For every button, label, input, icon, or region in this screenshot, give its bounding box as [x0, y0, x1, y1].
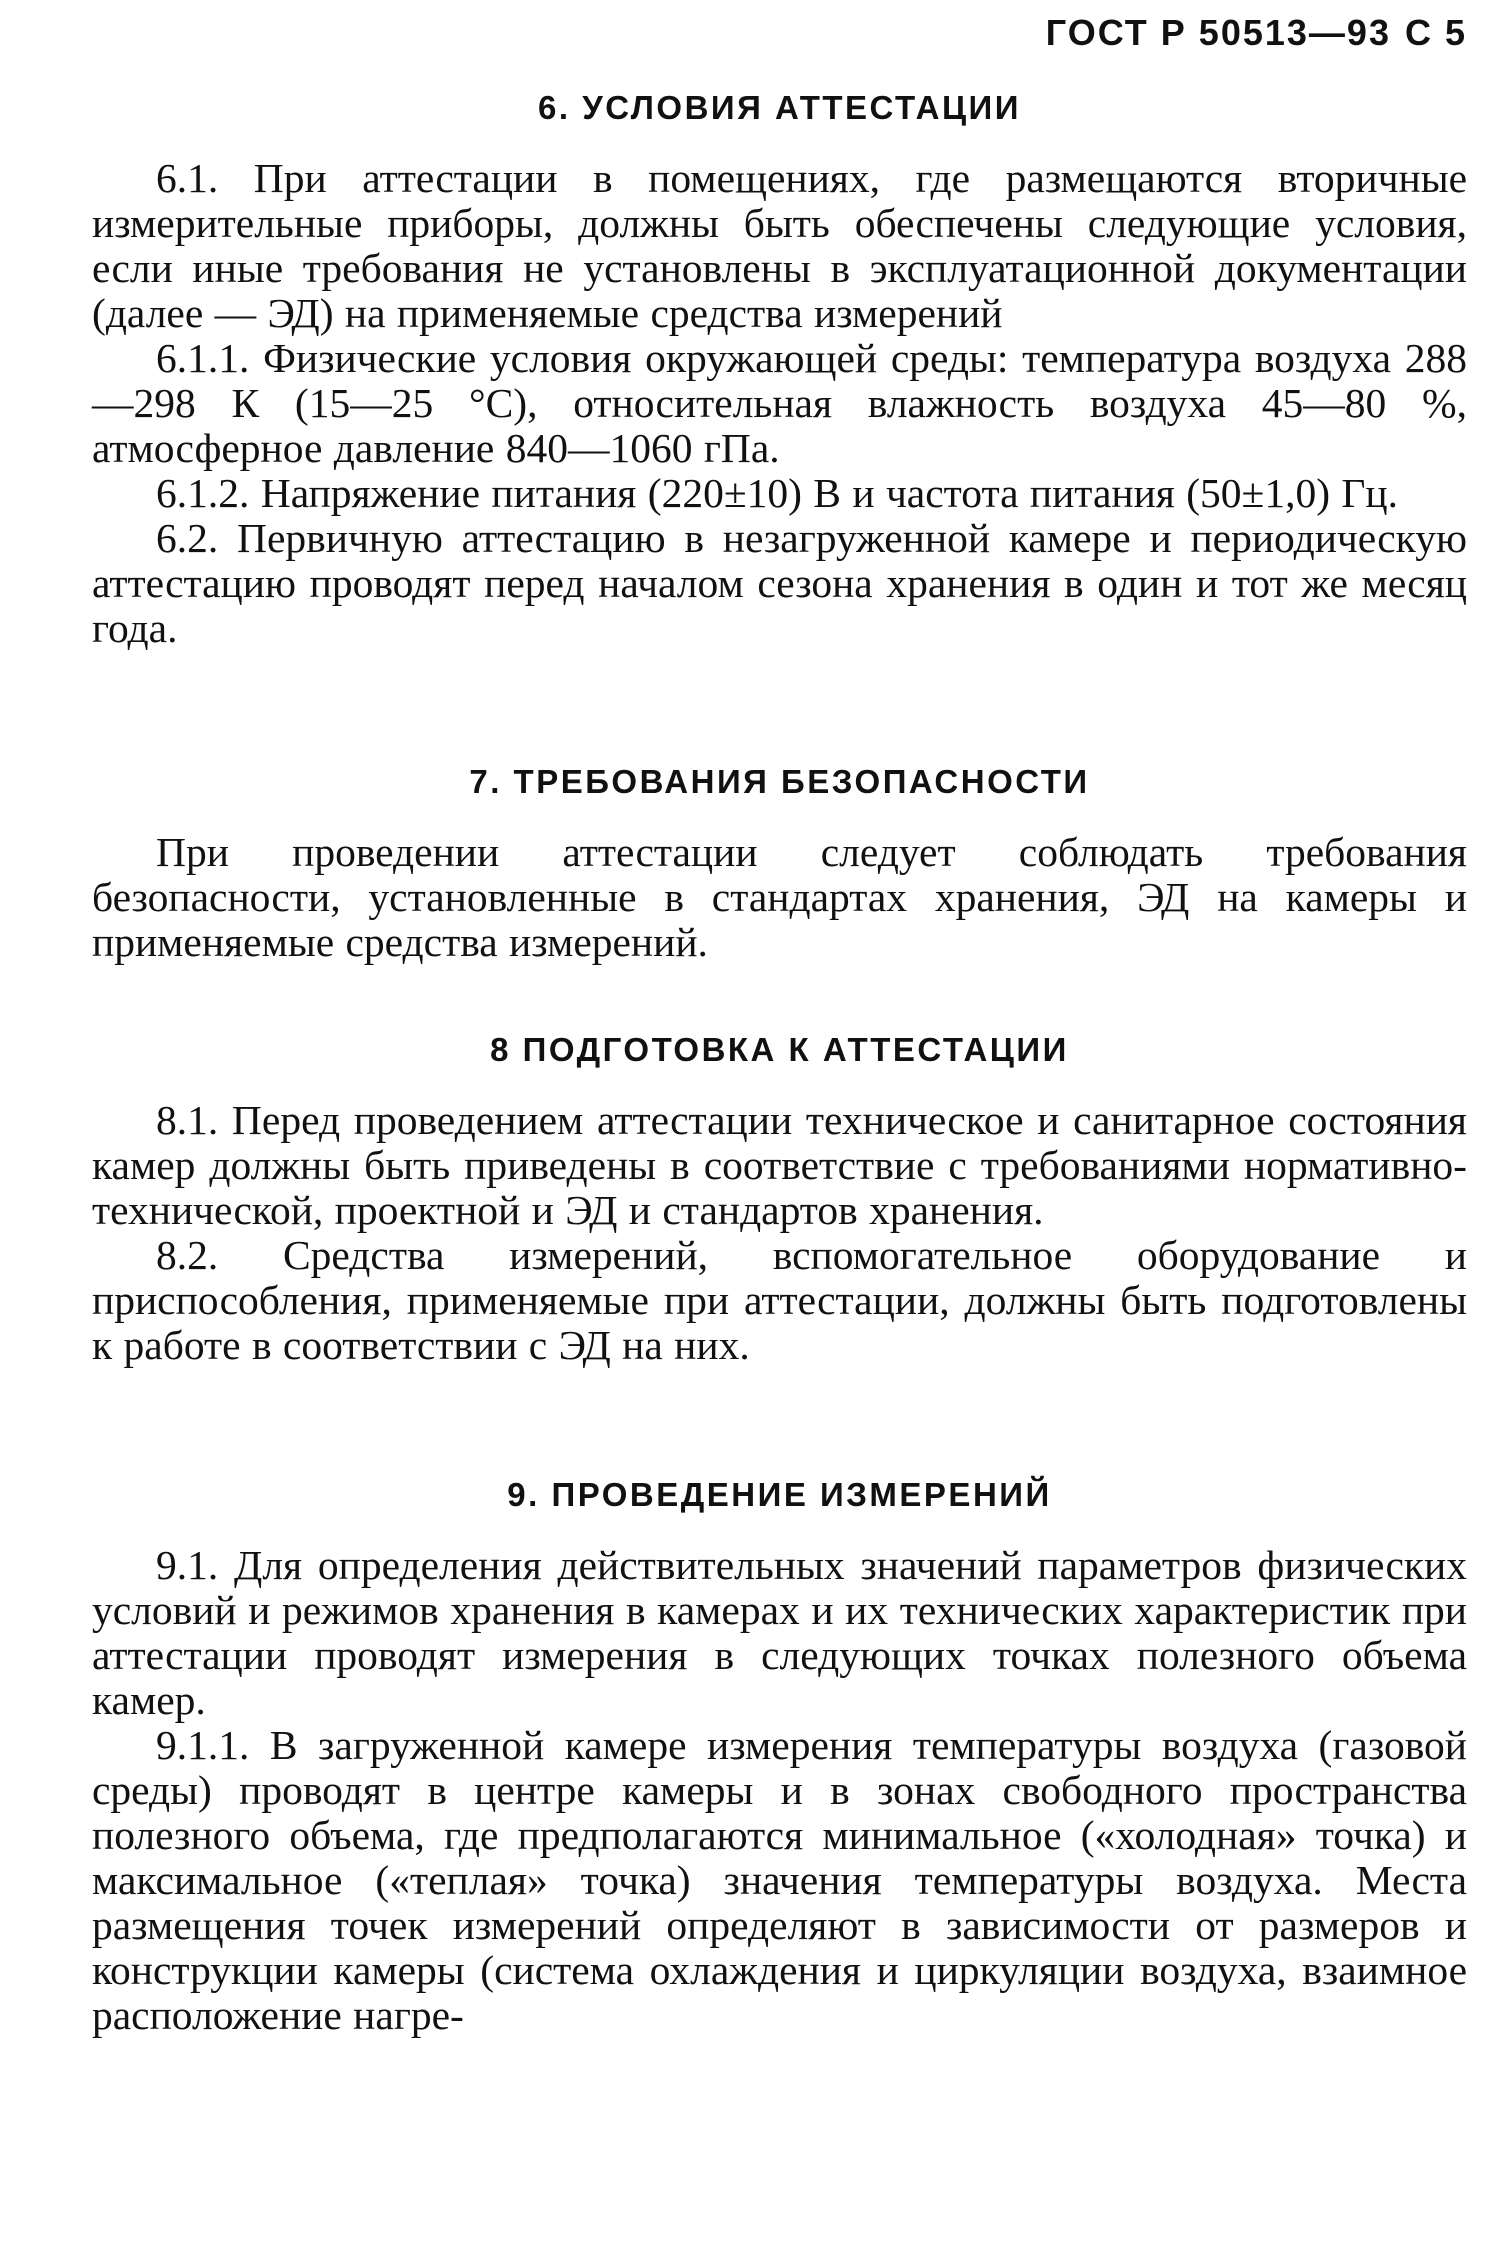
section-9: [92, 1475, 1467, 2038]
standard-number: ГОСТ Р 50513—93: [1045, 12, 1391, 53]
section-6: [92, 88, 1467, 651]
paragraph: 6.1. При аттестации в помещениях, где размещаются вторичные измерительные приборы, должны быть обеспечены следующие условия, если иные требования не установлены в эксплуатационной документации (далее — ЭД) на применяемые средства измерений: [92, 155, 1467, 336]
paragraph: 6.1.2. Напряжение питания (220±10) В и частота питания (50±1,0) Гц.: [156, 470, 1398, 516]
section-8: [92, 1030, 1467, 1368]
paragraph: 9.1. Для определения действительных значений параметров физических условий и режимов хранения в камерах и их технических характеристик при аттестации проводят измерения в следующих точках полезного объема камер.: [92, 1542, 1467, 1723]
section-heading: 7. ТРЕБОВАНИЯ БЕЗОПАСНОСТИ: [469, 763, 1090, 800]
paragraph: 6.2. Первичную аттестацию в незагруженной камере и периодическую аттестацию проводят перед началом сезона хранения в один и тот же месяц года.: [92, 515, 1467, 651]
document-page: [92, 0, 1467, 2253]
paragraph: 8.2. Средства измерений, вспомогательное оборудование и приспособления, применяемые при аттестации, должны быть подготовлены к работе в соответствии с ЭД на них.: [92, 1232, 1467, 1368]
paragraph: 6.1.1. Физические условия окружающей среды: температура воздуха 288—298 К (15—25 °С), относительная влажность воздуха 45—80 %, атмосферное давление 840—1060 гПа.: [92, 335, 1467, 471]
paragraph: 8.1. Перед проведением аттестации техническое и санитарное состояния камер должны быть приведены в соответствие с требованиями нормативно-технической, проектной и ЭД и стандартов хранения.: [92, 1097, 1467, 1233]
section-heading: 8 ПОДГОТОВКА К АТТЕСТАЦИИ: [490, 1031, 1069, 1068]
paragraph: 9.1.1. В загруженной камере измерения температуры воздуха (газовой среды) проводят в центре камеры и в зонах свободного пространства полезного объема, где предполагаются минимальное («холодная» точка) и максимальное («теплая» точка) значения температуры воздуха. Места размещения точек измерений определяют в зависимости от размеров и конструкции камеры (система охлаждения и циркуляции воздуха, взаимное расположение нагре-: [92, 1722, 1467, 2038]
section-heading: 9. ПРОВЕДЕНИЕ ИЗМЕРЕНИЙ: [507, 1476, 1052, 1513]
section-7: [92, 762, 1467, 965]
section-heading: 6. УСЛОВИЯ АТТЕСТАЦИИ: [538, 89, 1021, 126]
page-number: С 5: [1404, 12, 1467, 53]
page-header: [1046, 12, 1467, 54]
paragraph: При проведении аттестации следует соблюдать требования безопасности, установленные в стандартах хранения, ЭД на камеры и применяемые средства измерений.: [92, 829, 1467, 965]
